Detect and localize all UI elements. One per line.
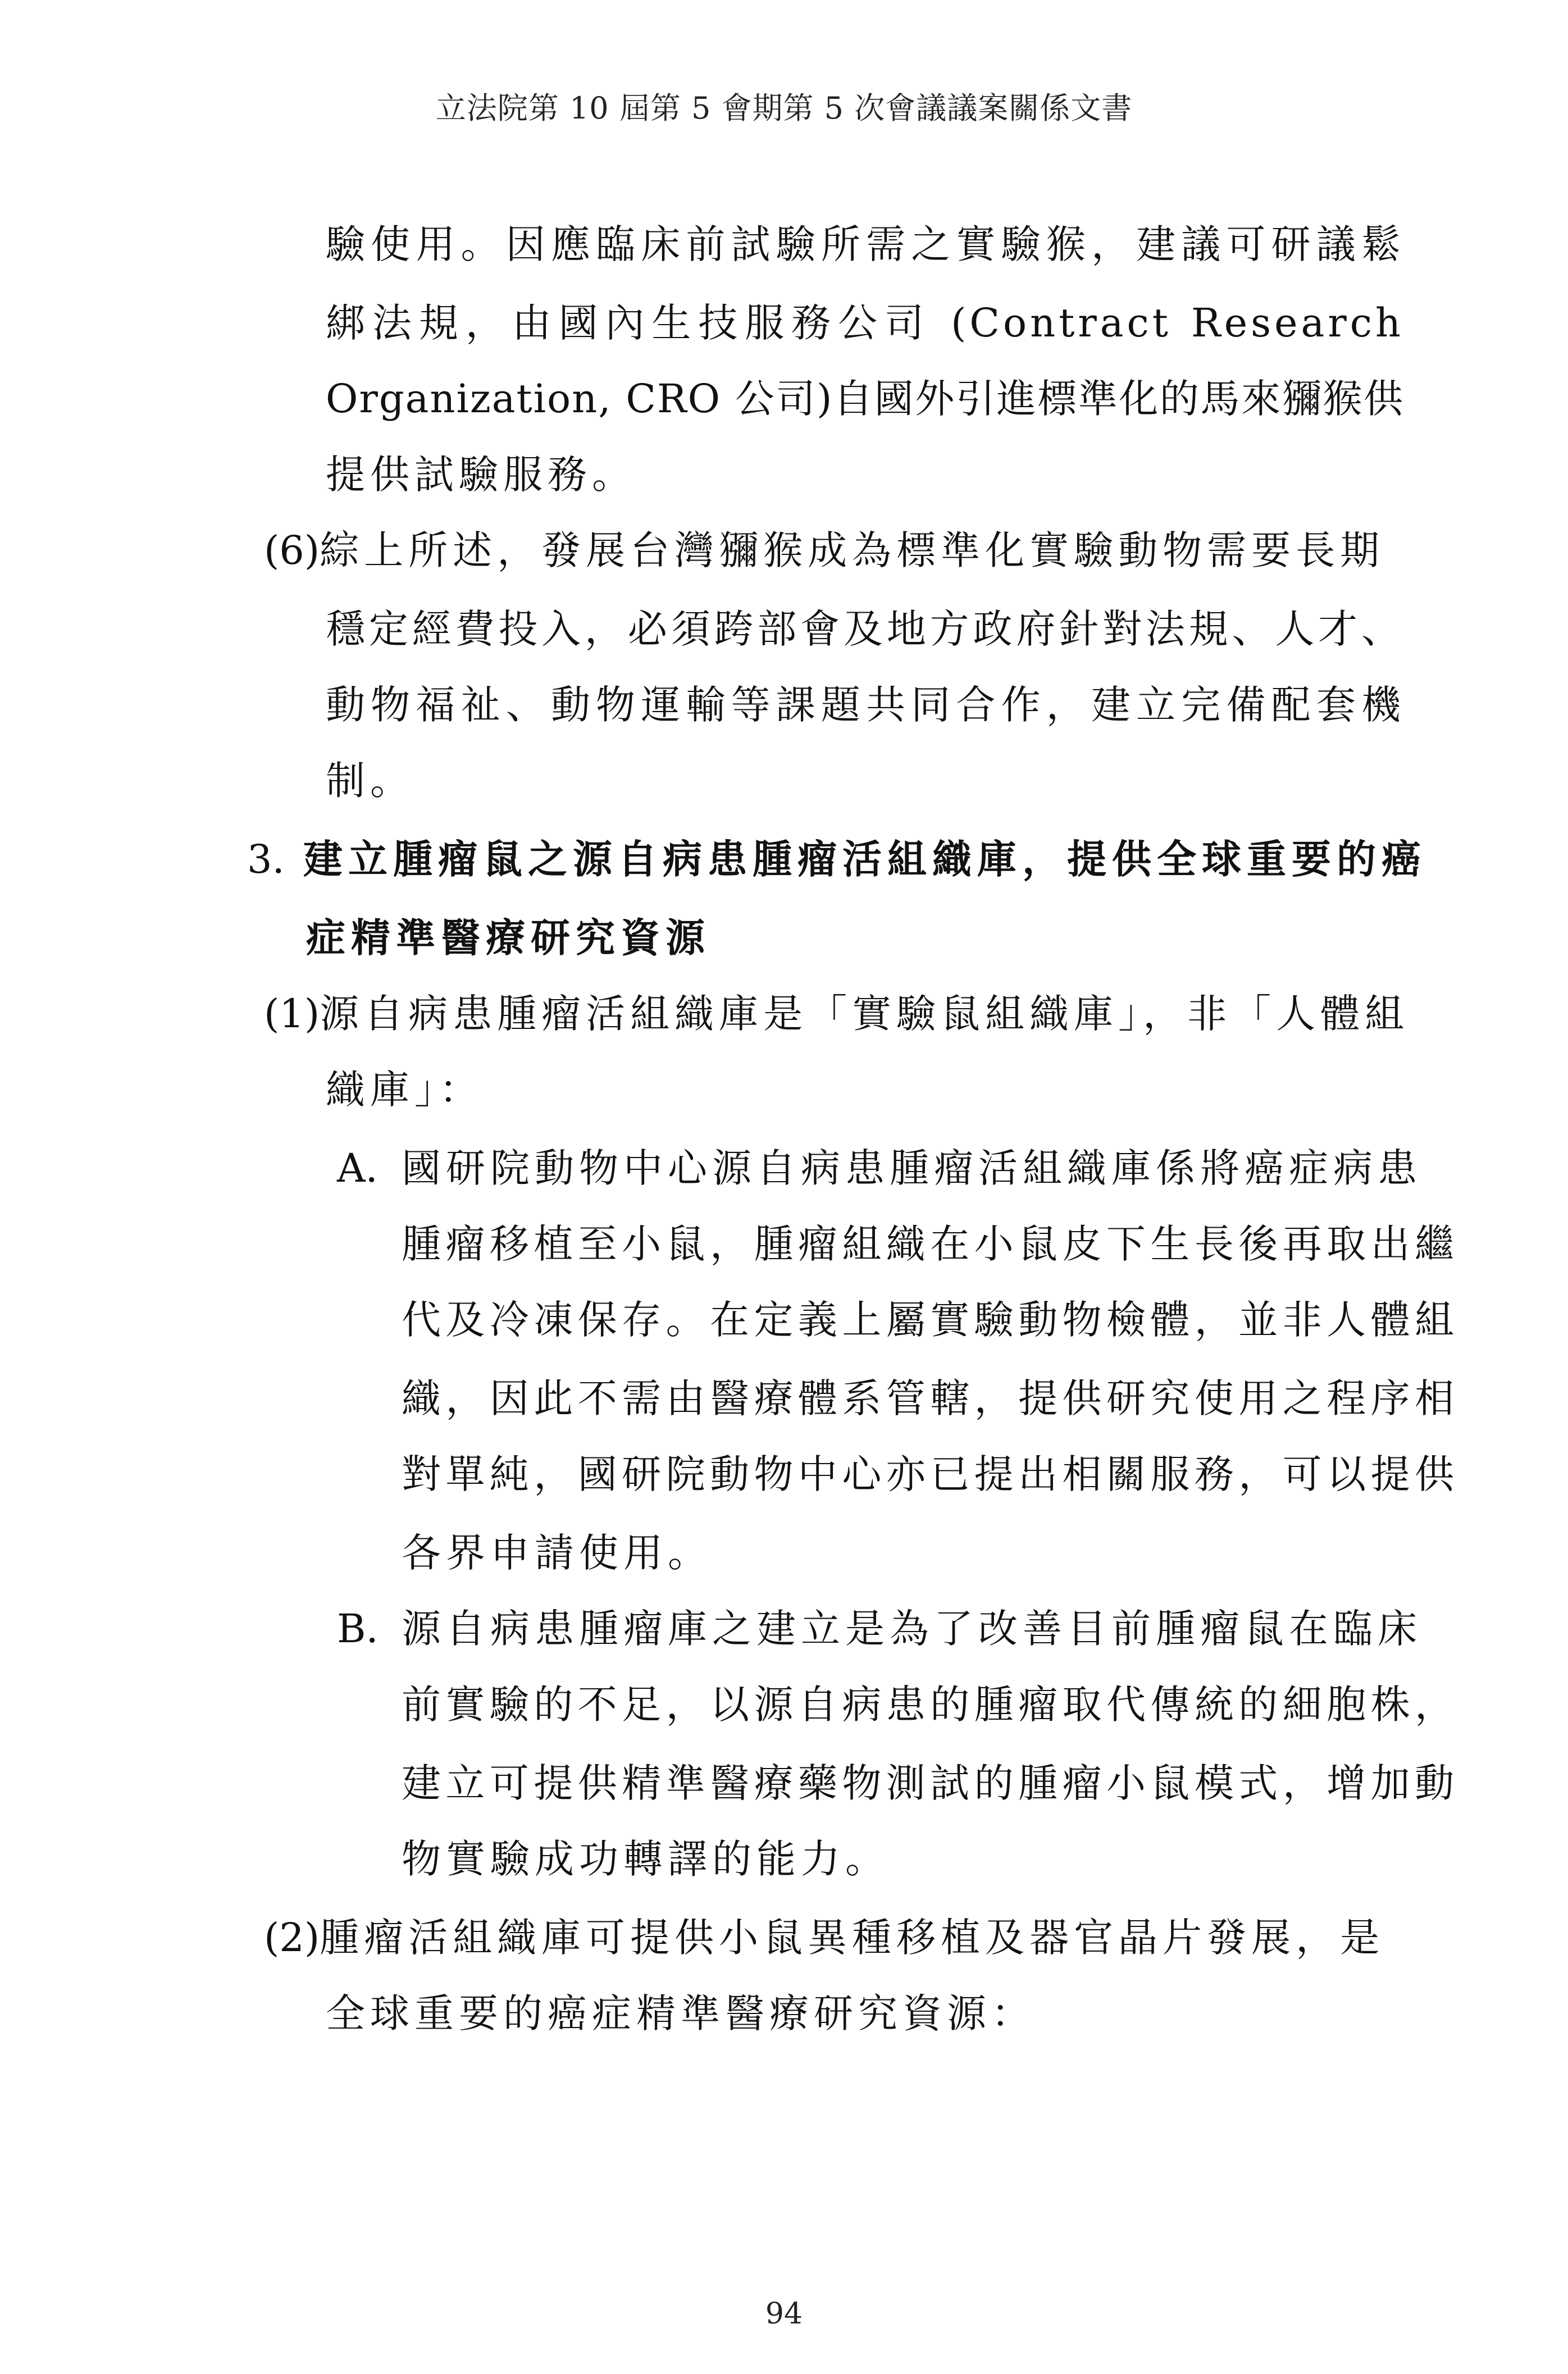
body-line-3: Organization, CRO 公司)自國外引進標準化的馬來獼猴供: [326, 376, 1404, 422]
body-line-21: 建立可提供精準醫療藥物測試的腫瘤小鼠模式，增加動: [402, 1760, 1457, 1806]
body-line-6: 穩定經費投入，必須跨部會及地方政府針對法規、人才、: [326, 606, 1404, 652]
list-text-1: 源自病患腫瘤活組織庫是「實驗鼠組織庫」，非「人體組: [320, 991, 1410, 1037]
section-title-3-cont: 症精準醫療研究資源: [306, 914, 710, 961]
list-text-6: 綜上所述，發展台灣獼猴成為標準化實驗動物需要長期: [320, 527, 1385, 573]
sub-item-a: [337, 1145, 1422, 1191]
sub-label-b: B.: [337, 1606, 379, 1652]
list-item-1: [264, 991, 1410, 1037]
sub-item-b: [337, 1606, 1422, 1652]
body-line-14: 腫瘤移植至小鼠，腫瘤組織在小鼠皮下生長後再取出繼: [402, 1221, 1457, 1267]
body-line-8: 制。: [326, 758, 414, 804]
body-line-15: 代及冷凍保存。在定義上屬實驗動物檢體，並非人體組: [402, 1297, 1457, 1343]
sub-text-a: 國研院動物中心源自病患腫瘤活組織庫係將癌症病患: [402, 1145, 1422, 1191]
sub-text-b: 源自病患腫瘤庫之建立是為了改善目前腫瘤鼠在臨床: [402, 1606, 1422, 1652]
list-item-6: [264, 527, 1385, 573]
sub-label-a: A.: [337, 1145, 378, 1191]
body-line-17: 對單純，國研院動物中心亦已提出相關服務，可以提供: [402, 1451, 1457, 1497]
body-line-7: 動物福祉、動物運輸等課題共同合作，建立完備配套機: [326, 682, 1404, 728]
body-line-22: 物實驗成功轉譯的能力。: [402, 1836, 890, 1882]
body-line-1: 驗使用。因應臨床前試驗所需之實驗猴，建議可研議鬆: [326, 221, 1404, 267]
body-line-4: 提供試驗服務。: [326, 452, 636, 498]
list-label-1: (1): [264, 991, 320, 1037]
section-title-3: 建立腫瘤鼠之源自病患腫瘤活組織庫，提供全球重要的癌: [303, 836, 1426, 882]
body-line-12: 織庫」：: [326, 1067, 484, 1113]
section-number-3: 3.: [247, 836, 285, 882]
section-heading-3: [247, 836, 1426, 882]
document-header: 立法院第 10 屆第 5 會期第 5 次會議議案關係文書: [435, 90, 1133, 126]
list-text-2: 腫瘤活組織庫可提供小鼠異種移植及器官晶片發展，是: [320, 1915, 1385, 1961]
body-line-24: 全球重要的癌症精準醫療研究資源：: [326, 1990, 1036, 2036]
list-label-2: (2): [264, 1915, 320, 1961]
list-label-6: (6): [264, 527, 320, 573]
body-line-20: 前實驗的不足，以源自病患的腫瘤取代傳統的細胞株，: [402, 1682, 1457, 1728]
list-item-2: [264, 1915, 1385, 1961]
body-line-2: 綁法規，由國內生技服務公司 (Contract Research: [326, 300, 1404, 346]
body-line-16: 織，因此不需由醫療體系管轄，提供研究使用之程序相: [402, 1375, 1457, 1421]
page-number: 94: [765, 2297, 803, 2331]
body-line-18: 各界申請使用。: [402, 1530, 712, 1576]
